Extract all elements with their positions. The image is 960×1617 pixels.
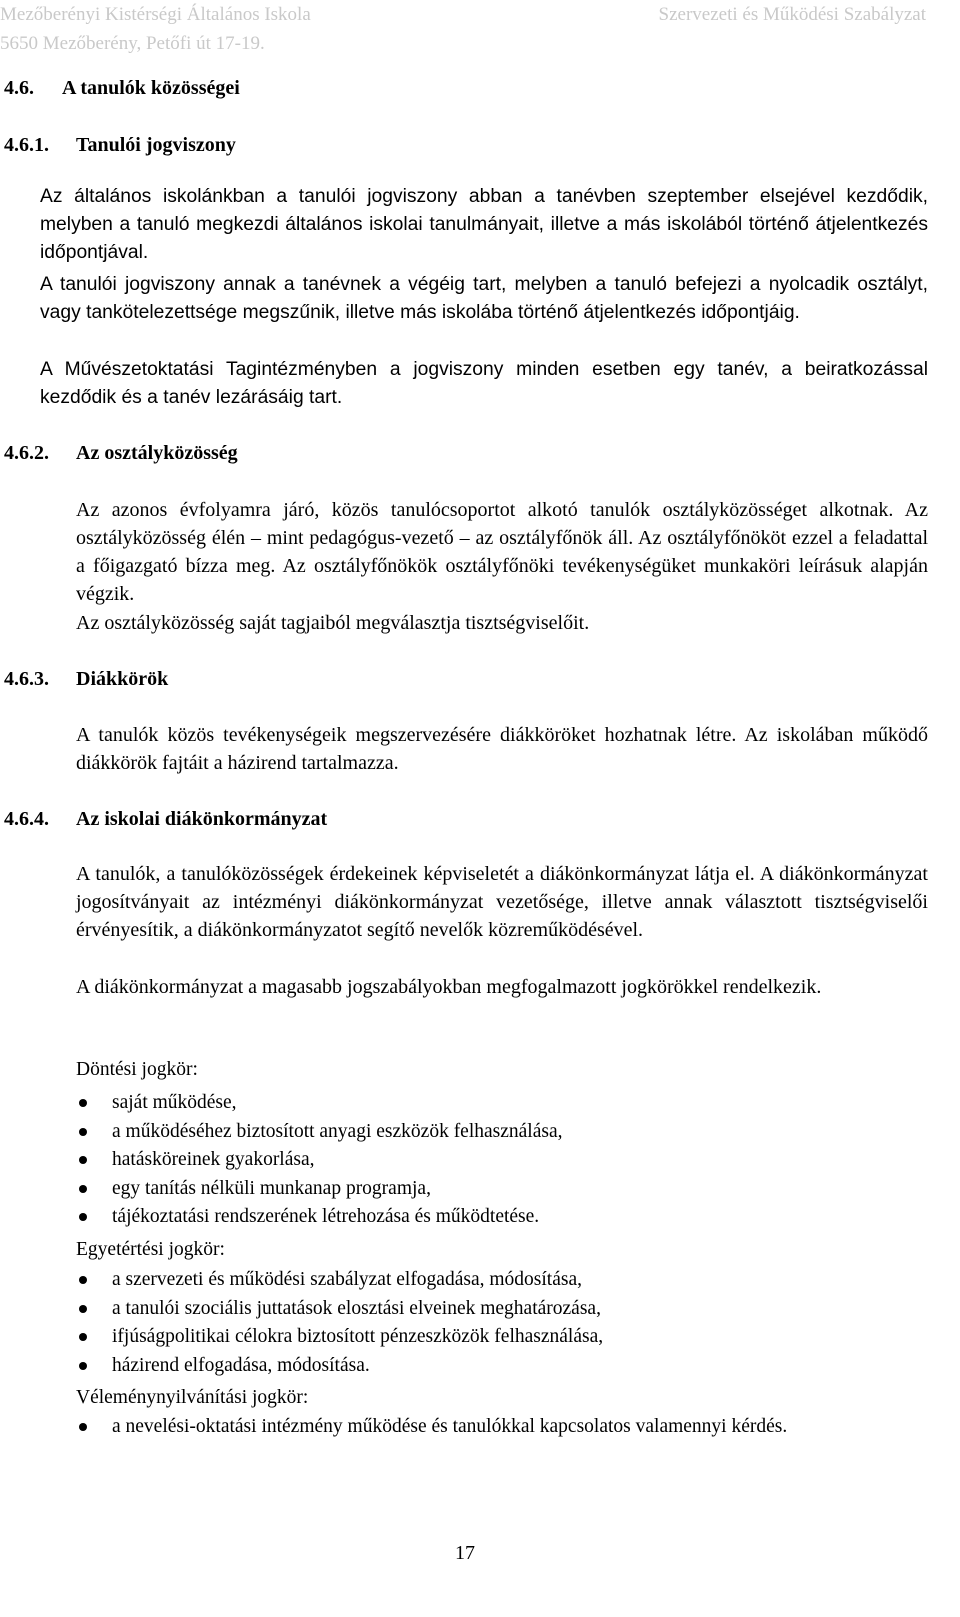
header-document-title: Szervezeti és Működési Szabályzat (658, 4, 926, 25)
section-number: 4.6.1. (4, 134, 49, 156)
bullet-icon (79, 1305, 87, 1313)
paragraph-class-officers: Az osztályközösség saját tagjaiból megválasztja tisztségviselőit. (76, 612, 590, 634)
list-item: a szervezeti és működési szabályzat elfogadása, módosítása, (76, 1266, 928, 1295)
list-item: házirend elfogadása, módosítása. (76, 1352, 928, 1381)
bullet-icon (79, 1185, 87, 1193)
paragraph-class-community: Az azonos évfolyamra járó, közös tanulócsoportot alkotó tanulók osztályközösséget alkotnak. Az osztályközösség élén – mint pedagógus-vezető – az osztályfőnök áll. Az osztályfőnököt ezzel a feladattal a főigazgató bízza meg. Az osztályfőnökök osztályfőnöki tevékenységüket munkaköri leírásuk alapján végzik. (76, 499, 928, 605)
paragraph-enrollment-start: Az általános iskolánkban a tanulói jogviszony abban a tanévben szeptember elsejével kezdődik, melyben a tanuló megkezdi általános iskolai tanulmányait, illetve a más iskolából történő átjelentkezés időpontjával. (40, 186, 928, 263)
section-number: 4.6. (4, 77, 34, 99)
header-school-name: Mezőberényi Kistérségi Általános Iskola (0, 4, 311, 25)
consent-rights-list (76, 1266, 928, 1380)
page-number: 17 (455, 1542, 475, 1564)
section-heading-4-6 (4, 73, 240, 103)
opinion-rights-list (76, 1413, 928, 1442)
bullet-icon (79, 1333, 87, 1341)
bullet-icon (79, 1128, 87, 1136)
opinion-rights-label: Véleménynyilvánítási jogkör: (76, 1387, 309, 1408)
section-title: Az osztályközösség (76, 442, 238, 464)
list-item: ifjúságpolitikai célokra biztosított pénzeszközök felhasználása, (76, 1323, 928, 1352)
list-item: egy tanítás nélküli munkanap programja, (76, 1175, 928, 1204)
bullet-icon (79, 1276, 87, 1284)
consent-rights-label: Egyetértési jogkör: (76, 1239, 225, 1260)
section-number: 4.6.4. (4, 808, 49, 830)
list-item: a tanulói szociális juttatások elosztási elveinek meghatározása, (76, 1295, 928, 1324)
header-address: 5650 Mezőberény, Petőfi út 17-19. (0, 33, 265, 54)
list-item: a nevelési-oktatási intézmény működése és tanulókkal kapcsolatos valamennyi kérdés. (76, 1413, 928, 1442)
section-title: A tanulók közösségei (62, 77, 240, 99)
paragraph-art-school: A Művészetoktatási Tagintézményben a jogviszony minden esetben egy tanév, a beiratkozással kezdődik és a tanév lezárásáig tart. (40, 359, 928, 408)
list-item: a működéséhez biztosított anyagi eszközök felhasználása, (76, 1118, 928, 1147)
paragraph-student-clubs: A tanulók közös tevékenységeik megszervezésére diákköröket hozhatnak létre. Az iskolában működő diákkörök fajtáit a házirend tartalmazza. (76, 724, 928, 774)
paragraph-student-government: A tanulók, a tanulóközösségek érdekeinek képviseletét a diákönkormányzat látja el. A diákönkormányzat jogosítványait az intézményi diákönkormányzat vezetősége, illetve annak választott tisztségviselői érvényesítik, a diákönkormányzatot segítő nevelők közreműködésével. (76, 863, 928, 941)
section-title: Az iskolai diákönkormányzat (76, 808, 328, 830)
section-heading-4-6-3 (4, 664, 168, 694)
bullet-icon (79, 1213, 87, 1221)
section-heading-4-6-4 (4, 804, 327, 834)
paragraph-enrollment-end: A tanulói jogviszony annak a tanévnek a végéig tart, melyben a tanuló befejezi a nyolcadik osztályt, vagy tankötelezettsége megszűnik, illetve más iskolába történő átjelentkezés időpontjáig. (40, 274, 928, 323)
section-title: Tanulói jogviszony (76, 134, 236, 156)
section-number: 4.6.3. (4, 668, 49, 690)
bullet-icon (79, 1362, 87, 1370)
bullet-icon (79, 1423, 87, 1431)
bullet-icon (79, 1156, 87, 1164)
list-item: saját működése, (76, 1089, 928, 1118)
section-title: Diákkörök (76, 668, 169, 690)
decision-rights-list (76, 1089, 928, 1232)
bullet-icon (79, 1099, 87, 1107)
section-number: 4.6.2. (4, 442, 49, 464)
list-item: tájékoztatási rendszerének létrehozása és működtetése. (76, 1203, 928, 1232)
paragraph-student-government-rights: A diákönkormányzat a magasabb jogszabályokban megfogalmazott jogkörökkel rendelkezik. (76, 976, 822, 998)
section-heading-4-6-1 (4, 130, 236, 160)
section-heading-4-6-2 (4, 438, 238, 468)
list-item: hatásköreinek gyakorlása, (76, 1146, 928, 1175)
decision-rights-label: Döntési jogkör: (76, 1059, 198, 1080)
